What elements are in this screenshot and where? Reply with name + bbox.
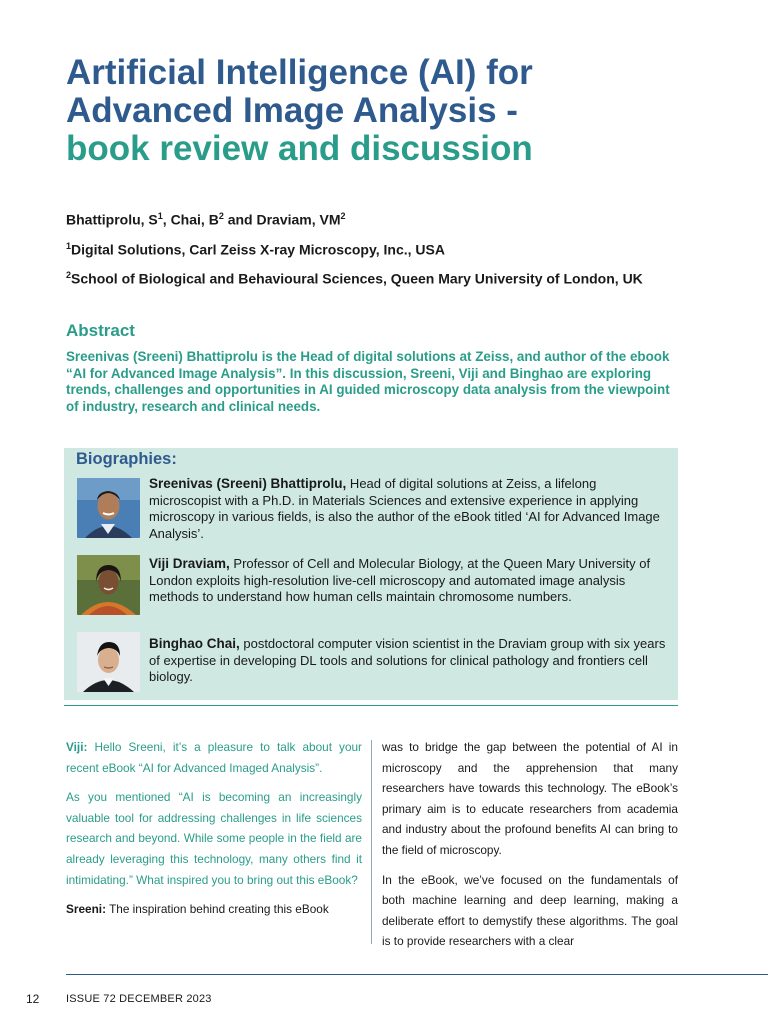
affiliation-2-text: School of Biological and Behavioural Sciences, Queen Mary University of London, UK (71, 270, 643, 287)
photo-sreeni (77, 478, 140, 538)
article-title (66, 54, 746, 168)
author-sup-1: 1 (157, 211, 163, 221)
footer-rule (66, 974, 768, 975)
author-names (66, 206, 706, 230)
bio-viji (149, 556, 667, 606)
title-line-1: Artificial Intelligence (AI) for (66, 53, 533, 92)
bio-sreeni-text: Head of digital solutions at Zeiss, a lifelong microscopist with a Ph.D. in Materials Sciences and extensive experience in applying microscopy in various fields, is also the author of the eBook titled ‘AI for Advanced Image Analysis’. (149, 476, 660, 541)
title-line-2: Advanced Image Analysis - (66, 91, 518, 130)
abstract-heading: Abstract (66, 321, 135, 340)
bio-binghao-name: Binghao Chai, (149, 636, 240, 651)
affiliation-1 (66, 236, 706, 260)
bio-sreeni (149, 476, 667, 542)
affiliation-2 (66, 265, 706, 289)
bio-binghao-text: postdoctoral computer vision scientist in the Draviam group with six years of expertise in developing DL tools and solutions for clinical pathology and frontiers cell biology. (149, 636, 666, 684)
author-name-2: , Chai, B (162, 211, 219, 228)
bio-viji-name: Viji Draviam, (149, 556, 230, 571)
issue-label: ISSUE 72 DECEMBER 2023 (66, 993, 212, 1005)
interview-left-column (66, 737, 362, 929)
answer-1-start (66, 899, 362, 920)
biographies-heading: Biographies: (76, 450, 177, 468)
title-line-3: book review and discussion (66, 129, 533, 168)
page-number: 12 (26, 992, 40, 1006)
question-1 (66, 737, 362, 778)
question-1-text: Hello Sreeni, it’s a pleasure to talk about your recent eBook “AI for Advanced Imaged Analysis”. (66, 740, 362, 775)
answer-1-paragraph-2: In the eBook, we’ve focused on the fundamentals of both machine learning and deep learning, making a deliberate effort to demystify these algorithms. The goal is to provide researchers with a clear (382, 872, 678, 949)
speaker-viji: Viji: (66, 740, 88, 754)
speaker-sreeni: Sreeni: (66, 902, 106, 917)
abstract-text: Sreenivas (Sreeni) Bhattiprolu is the Head of digital solutions at Zeiss, and author of the ebook “AI for Advanced Image Analysis”. In this discussion, Sreeni, Viji and Binghao are exploring trends, challenges and opportunities in AI guided microscopy data analysis from the viewpoint of industry, research and clinical needs. (66, 349, 670, 414)
author-name-1: Bhattiprolu, S (66, 211, 158, 228)
photo-binghao (77, 632, 140, 692)
interview-right-column (382, 737, 678, 961)
author-sup-3: 2 (340, 211, 346, 221)
bio-binghao (149, 636, 667, 686)
affiliation-2-sup: 2 (66, 270, 72, 281)
bio-viji-text: Professor of Cell and Molecular Biology, at the Queen Mary University of London exploits high-resolution live-cell microscopy and automated image analysis methods to understand how human cells maintain chromosome numbers. (149, 556, 651, 604)
section-divider (64, 705, 678, 706)
answer-1-continued: was to bridge the gap between the potential of AI in microscopy and the apprehension that many researchers have towards this technology. The eBook’s primary aim is to educate researchers from academia and industry about the profound benefits AI can bring to the field of microscopy. (382, 740, 678, 857)
question-2: As you mentioned “AI is becoming an increasingly valuable tool for addressing challenges in life sciences research and beyond. While some people in the field are already leveraging this technology, many others find it intimidating.” What inspired you to bring out this eBook? (66, 790, 362, 887)
affiliation-1-text: Digital Solutions, Carl Zeiss X-ray Microscopy, Inc., USA (71, 241, 445, 258)
author-sup-2: 2 (218, 211, 224, 221)
column-divider (371, 740, 372, 944)
bio-sreeni-name: Sreenivas (Sreeni) Bhattiprolu, (149, 476, 347, 491)
affiliation-1-sup: 1 (66, 240, 72, 251)
author-name-3: and Draviam, VM (223, 211, 341, 228)
author-block (66, 206, 706, 295)
photo-viji (77, 555, 140, 615)
answer-1-text: The inspiration behind creating this eBook (106, 902, 329, 917)
